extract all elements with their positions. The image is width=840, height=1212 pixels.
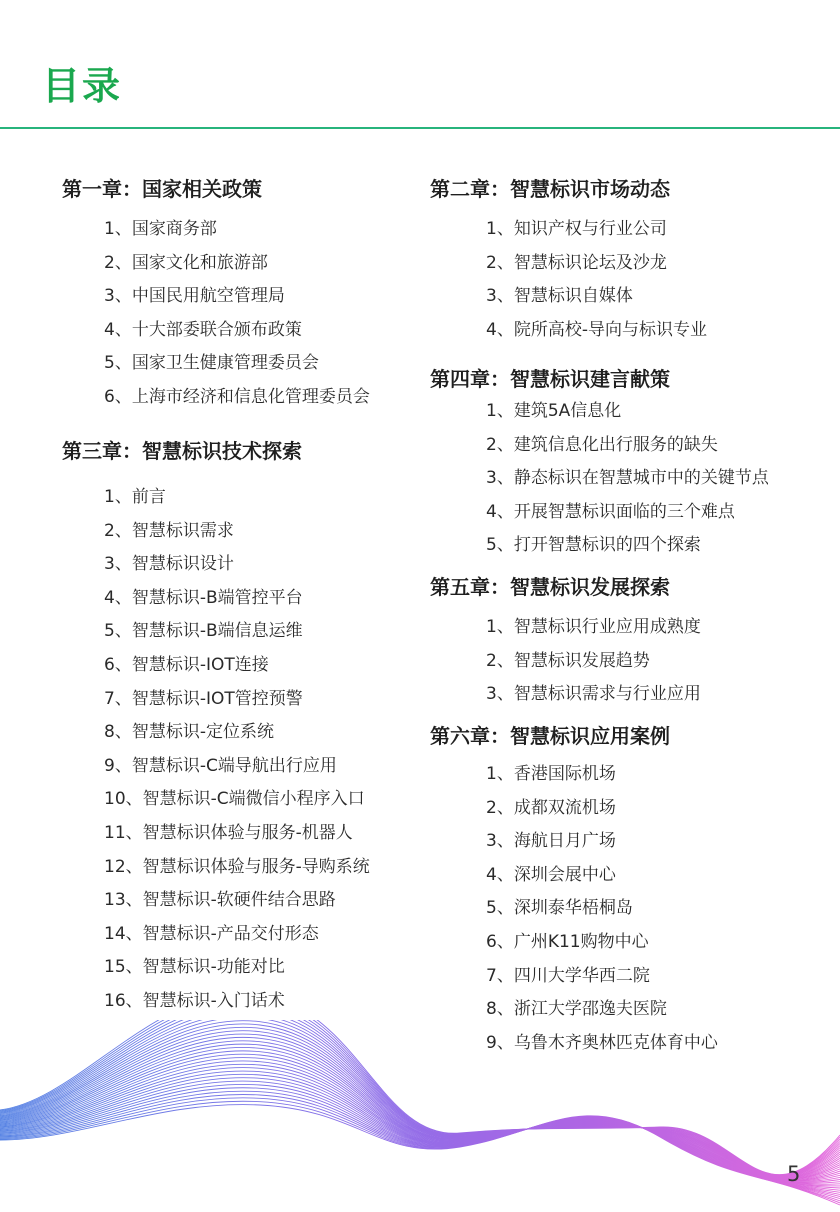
page-title: 目录	[42, 64, 123, 108]
toc-item: 3、智慧标识需求与行业应用	[486, 684, 701, 705]
toc-item: 3、智慧标识自媒体	[486, 286, 633, 307]
chapter-heading: 第三章：智慧标识技术探索	[62, 439, 302, 463]
toc-item: 2、智慧标识发展趋势	[486, 650, 650, 671]
toc-item: 14、智慧标识-产品交付形态	[104, 923, 319, 944]
toc-item: 1、国家商务部	[104, 219, 217, 239]
toc-item: 3、中国民用航空管理局	[104, 286, 285, 307]
toc-item: 12、智慧标识体验与服务-导购系统	[104, 856, 370, 877]
toc-item: 3、智慧标识设计	[104, 554, 234, 575]
toc-item: 9、乌鲁木齐奥林匹克体育中心	[486, 1032, 718, 1053]
title-divider	[0, 127, 840, 129]
toc-item: 4、深圳会展中心	[486, 864, 616, 885]
toc-item: 13、智慧标识-软硬件结合思路	[104, 890, 336, 911]
toc-item: 15、智慧标识-功能对比	[104, 957, 285, 978]
toc-item: 10、智慧标识-C端微信小程序入口	[104, 789, 365, 810]
toc-item: 2、智慧标识需求	[104, 520, 234, 541]
toc-item: 4、智慧标识-B端管控平台	[104, 587, 303, 608]
toc-item: 3、海航日月广场	[486, 831, 616, 852]
toc-item: 1、智慧标识行业应用成熟度	[486, 617, 701, 637]
toc-item: 6、广州K11购物中心	[486, 932, 649, 952]
toc-item: 5、国家卫生健康管理委员会	[104, 353, 319, 374]
toc-item: 4、十大部委联合颁布政策	[104, 319, 302, 340]
toc-item: 7、智慧标识-IOT管控预警	[104, 688, 303, 709]
toc-item: 1、知识产权与行业公司	[486, 219, 667, 239]
toc-item: 3、静态标识在智慧城市中的关键节点	[486, 468, 769, 489]
page-number: 5	[787, 1162, 801, 1186]
chapter-heading: 第五章：智慧标识发展探索	[430, 575, 670, 599]
chapter-heading: 第二章：智慧标识市场动态	[430, 177, 670, 201]
toc-item: 2、成都双流机场	[486, 797, 616, 818]
toc-item: 4、开展智慧标识面临的三个难点	[486, 501, 735, 522]
toc-item: 4、院所高校-导向与标识专业	[486, 319, 707, 340]
decorative-wave-lines	[0, 1020, 840, 1212]
toc-item: 16、智慧标识-入门话术	[104, 991, 285, 1011]
toc-item: 2、建筑信息化出行服务的缺失	[486, 434, 718, 455]
toc-item: 8、浙江大学邵逸夫医院	[486, 999, 667, 1020]
toc-item: 5、深圳泰华梧桐岛	[486, 898, 633, 919]
toc-item: 7、四川大学华西二院	[486, 965, 650, 986]
chapter-heading: 第六章：智慧标识应用案例	[430, 724, 670, 748]
toc-item: 1、香港国际机场	[486, 764, 616, 784]
toc-item: 6、智慧标识-IOT连接	[104, 655, 269, 675]
toc-item: 1、建筑5A信息化	[486, 401, 622, 421]
toc-item: 5、智慧标识-B端信息运维	[104, 621, 303, 642]
toc-item: 9、智慧标识-C端导航出行应用	[104, 755, 337, 776]
toc-item: 6、上海市经济和信息化管理委员会	[104, 387, 370, 407]
toc-item: 2、智慧标识论坛及沙龙	[486, 252, 667, 273]
toc-item: 8、智慧标识-定位系统	[104, 722, 274, 743]
toc-item: 5、打开智慧标识的四个探索	[486, 535, 701, 556]
toc-item: 11、智慧标识体验与服务-机器人	[104, 823, 353, 843]
toc-item: 1、前言	[104, 487, 166, 507]
chapter-heading: 第四章：智慧标识建言献策	[430, 367, 670, 391]
toc-item: 2、国家文化和旅游部	[104, 252, 268, 273]
chapter-heading: 第一章：国家相关政策	[62, 177, 262, 201]
